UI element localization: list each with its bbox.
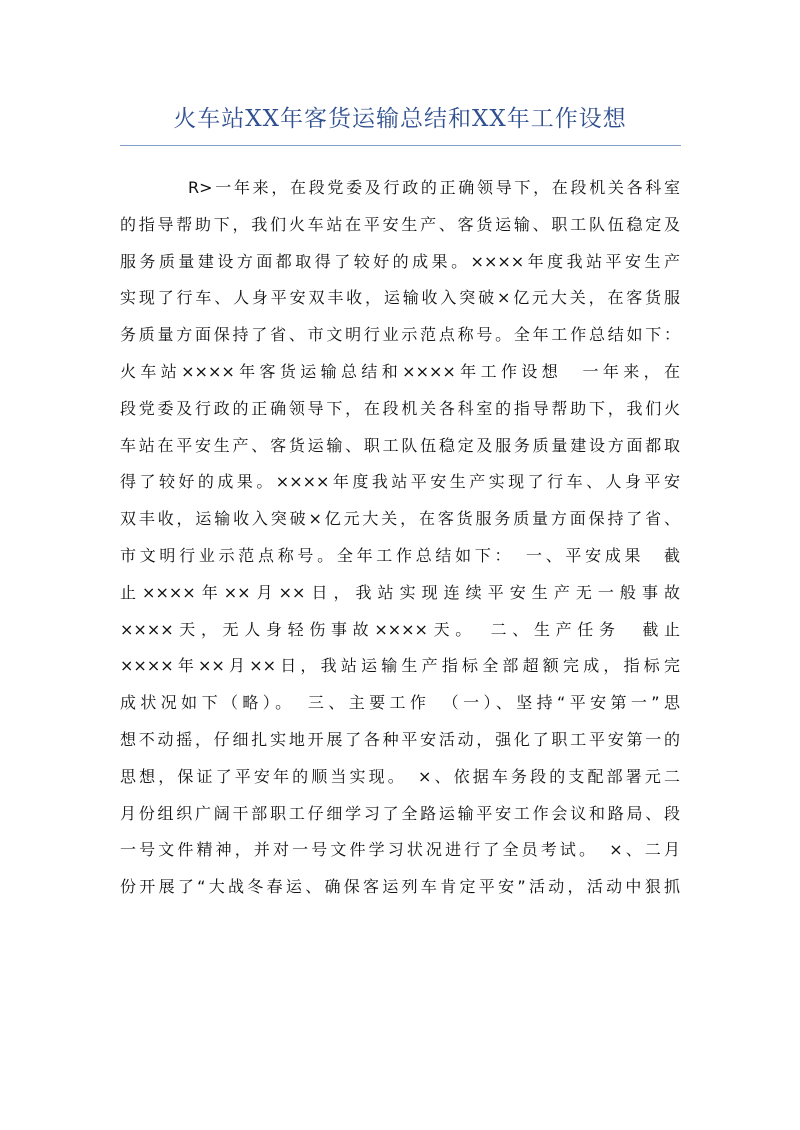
body-line: 想不动摇，仔细扎实地开展了各种平安活动，强化了职工平安第一的	[120, 729, 680, 749]
body-line: ××××年××月××日，我站运输生产指标全部超额完成，指标完	[120, 656, 680, 676]
body-line: 火车站××××年客货运输总结和××××年工作设想 一年来，在	[120, 361, 680, 381]
body-line: ××××天，无人身轻伤事故××××天。 二、生产任务 截止	[120, 619, 680, 639]
body-line: R>一年来，在段党委及行政的正确领导下，在段机关各科室	[188, 178, 680, 197]
body-line: 服务质量建设方面都取得了较好的成果。××××年度我站平安生产	[120, 251, 680, 271]
body-line: 段党委及行政的正确领导下，在段机关各科室的指导帮助下，我们火	[120, 398, 680, 418]
document-title: 火车站XX年客货运输总结和XX年工作设想	[173, 106, 627, 132]
body-line: 止××××年××月××日，我站实现连续平安生产无一般事故	[120, 582, 680, 602]
body-line: 一号文件精神，并对一号文件学习状况进行了全员考试。 ×、二月	[120, 840, 680, 860]
body-line: 得了较好的成果。××××年度我站平安生产实现了行车、人身平安	[120, 472, 680, 492]
body-line: 务质量方面保持了省、市文明行业示范点称号。全年工作总结如下：	[120, 325, 680, 345]
body-line: 实现了行车、人身平安双丰收，运输收入突破×亿元大关，在客货服	[120, 288, 680, 308]
title-underline	[120, 145, 681, 146]
body-line: 双丰收，运输收入突破×亿元大关，在客货服务质量方面保持了省、	[120, 509, 680, 529]
body-line: 市文明行业示范点称号。全年工作总结如下： 一、平安成果 截	[120, 545, 680, 565]
body-line: 月份组织广阔干部职工仔细学习了全路运输平安工作会议和路局、段	[120, 803, 680, 823]
document-body	[120, 170, 680, 906]
body-line: 成状况如下（略）。 三、主要工作 （一）、坚持“平安第一”思	[120, 693, 680, 713]
body-line: 的指导帮助下，我们火车站在平安生产、客货运输、职工队伍稳定及	[120, 214, 680, 234]
body-line: 思想，保证了平安年的顺当实现。 ×、依据车务段的支配部署元二	[120, 766, 680, 786]
body-line: 车站在平安生产、客货运输、职工队伍稳定及服务质量建设方面都取	[120, 435, 680, 455]
body-line: 份开展了“大战冬春运、确保客运列车肯定平安”活动，活动中狠抓	[120, 877, 680, 897]
